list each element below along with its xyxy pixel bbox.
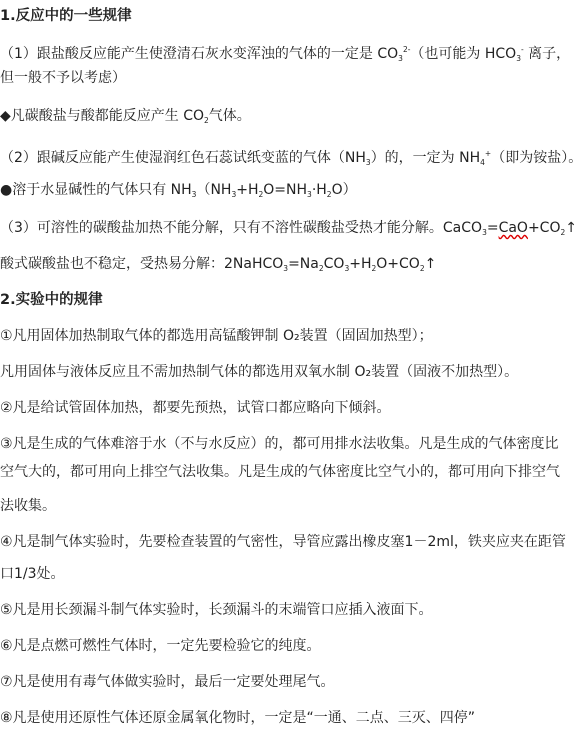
bullet-ammonia-sub-4: 3 [307,190,312,199]
rule-3-a: （3）可溶性的碳酸盐加热不能分解，只有不溶性碳酸盐受热才能分解。CaCO [0,220,483,236]
rule-2-b: ）的，一定为 NH [370,150,481,166]
exp-rule-5 [0,600,584,620]
rule-bicarbonate-sub-5: 2 [419,264,425,273]
rule-1-sup: 2- [402,45,411,54]
bullet-ammonia [0,180,584,205]
exp-rule-6 [0,636,584,656]
rule-1-sup-2: - [520,45,524,54]
exp-rule-7-text: ⑦凡是使用有毒气体做实验时，最后一定要处理尾气。 [0,674,335,690]
bullet-carbonate-a: ◆凡碳酸盐与酸都能反应产生 CO [0,108,205,124]
bullet-ammonia-sub-2: 3 [231,190,237,199]
exp-rule-4-line-2 [0,564,584,584]
bullet-ammonia-d: O=NH [263,182,308,198]
rule-3-cao: CaO [498,220,528,236]
exp-rule-3-text-3: 法收集。 [0,498,56,514]
exp-rule-2 [0,398,584,418]
rule-3-c: +CO [527,220,561,236]
exp-rule-1 [0,326,584,346]
rule-3-arrow: ↑ [565,220,577,236]
rule-bicarbonate-arrow: ↑ [424,256,437,272]
exp-rule-1b-text: 凡用固体与液体反应且不需加热制气体的都选用双氧水制 O₂装置（固液不加热型）。 [0,364,519,380]
rule-3-sub: 3 [482,228,487,237]
exp-rule-4-text-2: 口1/3处。 [0,566,65,582]
exp-rule-2-text: ②凡是给试管固体加热，都要先预热，试管口都应略向下倾斜。 [0,400,391,416]
exp-rule-1-text: ①凡用固体加热制取气体的都选用高锰酸钾制 O₂装置（固固加热型）； [0,328,433,344]
rule-2 [0,144,584,173]
bullet-carbonate-b: 气体。 [208,108,251,124]
section-1-heading-text: 1.反应中的一些规律 [0,8,132,24]
rule-1-line-1 [0,40,584,69]
bullet-ammonia-b: （NH [196,182,232,198]
exp-rule-3-line-3 [0,496,584,516]
exp-rule-4-text-1: ④凡是制气体实验时，先要检查装置的气密性，导管应露出橡皮塞1－2ml，铁夹应夹在距管 [0,534,566,550]
rule-2-sup-2: + [484,149,492,158]
exp-rule-3-text-1: ③凡是生成的气体难溶于水（不与水反应）的，都可用排水法收集。凡是生成的气体密度比 [0,436,559,452]
bullet-ammonia-a: ●溶于水显碱性的气体只有 NH [0,182,192,198]
exp-rule-3-line-1 [0,434,584,454]
rule-3-b: = [486,220,499,236]
rule-2-sub-2: 4 [480,158,485,167]
exp-rule-1b [0,362,584,382]
rule-1-sub: 3 [398,54,403,63]
bullet-ammonia-sub: 3 [191,190,197,199]
rule-bicarbonate-c: CO [323,256,345,272]
exp-rule-6-text: ⑥凡是点燃可燃性气体时，一定先要检验它的纯度。 [0,638,321,654]
exp-rule-8 [0,708,584,728]
exp-rule-3-text-2: 空气大的，都可用向上排空气法收集。凡是生成的气体密度比空气小的，都可用向下排空气 [0,464,560,480]
bullet-carbonate-sub: 2 [204,116,209,125]
section-2-heading [0,290,584,310]
exp-rule-3-line-2 [0,462,584,482]
rule-1-text-c: 离子， [523,46,571,62]
rule-1-text-b: （也可能为 HCO [410,46,517,62]
rule-2-a: （2）跟碱反应能产生使湿润红色石蕊试纸变蓝的气体（NH [0,150,366,166]
rule-bicarbonate-e: O+CO [376,256,420,272]
bullet-carbonate [0,106,584,131]
section-2-heading-text: 2.实验中的规律 [0,292,103,308]
rule-bicarbonate-sub-4: 2 [371,264,377,273]
rule-bicarbonate [0,254,584,279]
section-1-heading [0,6,584,26]
rule-2-c: （即为铵盐）。 [491,150,583,166]
rule-bicarbonate-sub-3: 3 [344,264,350,273]
rule-bicarbonate-b: =Na [288,256,319,272]
rule-1-text-a: （1）跟盐酸反应能产生使澄清石灰水变浑浊的气体的一定是 CO [0,46,399,62]
bullet-ammonia-e: ·H [311,182,327,198]
exp-rule-8-text: ⑧凡是使用还原性气体还原金属氧化物时，一定是“一通、二点、三灭、四停” [0,710,476,726]
exp-rule-7 [0,672,584,692]
rule-bicarbonate-a: 酸式碳酸盐也不稳定，受热易分解：2NaHCO [0,256,284,272]
rule-2-sub: 3 [365,158,371,167]
rule-3-sub-2: 2 [560,228,566,237]
exp-rule-5-text: ⑤凡是用长颈漏斗制气体实验时，长颈漏斗的末端管口应插入液面下。 [0,602,433,618]
bullet-ammonia-c: +H [236,182,259,198]
rule-bicarbonate-sub-2: 2 [318,264,324,273]
rule-1-line-2 [0,68,584,88]
rule-1-sub-2: 3 [516,54,521,63]
rule-1-text-line-2: 但一般不予以考虑） [0,70,126,86]
rule-3 [0,218,584,243]
bullet-ammonia-sub-5: 2 [326,190,332,199]
exp-rule-4-line-1 [0,532,584,552]
rule-bicarbonate-d: +H [349,256,372,272]
rule-bicarbonate-sub: 3 [283,264,289,273]
bullet-ammonia-sub-3: 2 [258,190,264,199]
bullet-ammonia-f: O） [331,182,357,198]
